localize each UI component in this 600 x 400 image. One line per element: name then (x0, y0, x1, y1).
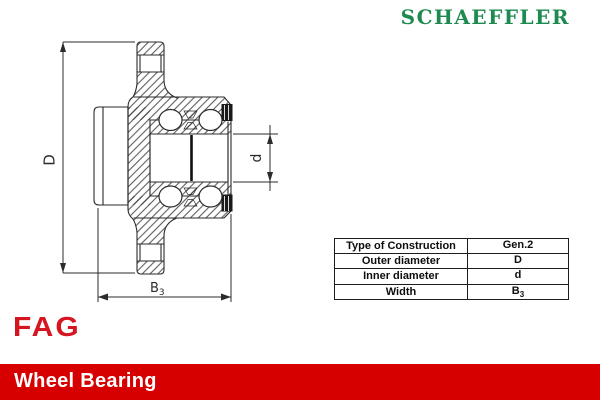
bearing-bore (150, 134, 228, 182)
outer-diameter-label: D (40, 154, 59, 166)
spec-row-outer-diameter (335, 254, 569, 269)
arrow-d-top-icon (60, 42, 66, 52)
wheel-bearing-technical-drawing (0, 0, 340, 320)
seal-bottom (222, 195, 233, 212)
arrow-d-bottom-icon (60, 263, 66, 273)
spec-value: $B_3$ (468, 284, 569, 299)
arrow-width-right-icon (221, 294, 231, 301)
spec-label: Width (335, 284, 468, 299)
inner-diameter-label: d (249, 153, 265, 163)
spec-value: D (468, 254, 569, 269)
arrow-inner-bottom-icon (267, 172, 273, 182)
spec-label: Outer diameter (335, 254, 468, 269)
hub-sleeve (94, 107, 128, 205)
spec-table (334, 238, 569, 300)
arrow-inner-top-icon (267, 134, 273, 144)
spec-row-type (335, 239, 569, 254)
width-label: $B_3$ (150, 281, 165, 298)
schaeffler-logo: SCHAEFFLER (400, 5, 570, 29)
spec-value: d (468, 269, 569, 284)
stud-hole-bottom (140, 244, 161, 261)
spec-row-inner-diameter (335, 269, 569, 284)
banner-title: Wheel Bearing (14, 370, 157, 392)
arrow-width-left-icon (98, 294, 108, 301)
spec-label: Type of Construction (335, 239, 468, 254)
spec-value: Gen.2 (468, 239, 569, 254)
stud-hole-top (140, 55, 161, 72)
fag-logo: FAG (13, 312, 81, 343)
footer-banner (0, 364, 600, 400)
spec-row-width (335, 284, 569, 299)
spec-label: Inner diameter (335, 269, 468, 284)
seal-top (222, 104, 233, 121)
